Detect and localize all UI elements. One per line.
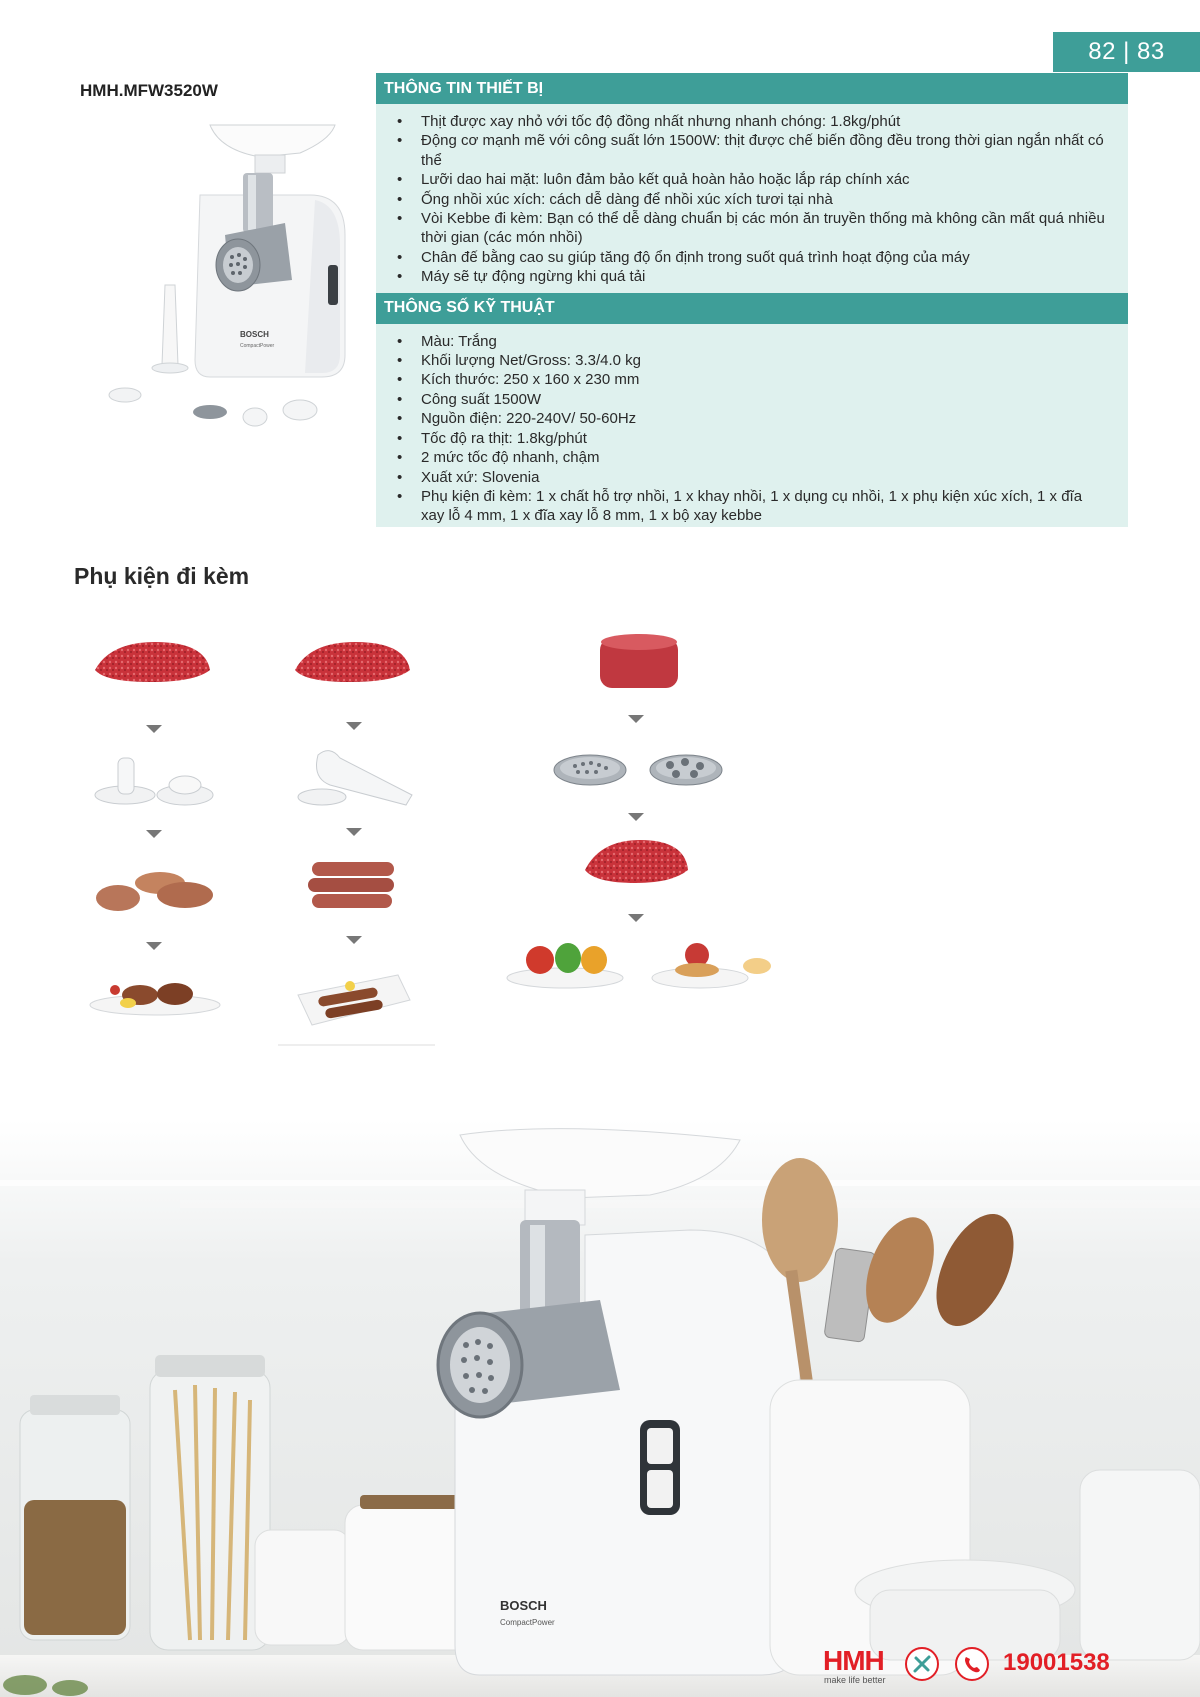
list-item: • Ống nhồi xúc xích: cách dễ dàng để nhồi xúc xích tươi tại nhà [397,190,1108,209]
technical-specs-list [376,324,1128,532]
hmh-tagline: make life better [824,1675,886,1685]
kebbe-dish-image [90,983,220,1015]
product-brand-label: BOSCH [240,330,269,339]
stuffed-peppers-image [507,943,623,988]
ground-meat-image [95,642,210,682]
list-item: • Màu: Trắng [397,332,1108,351]
sausage-column [278,642,435,1045]
tools-icon [905,1647,939,1681]
list-item: • Khối lượng Net/Gross: 3.3/4.0 kg [397,351,1108,370]
technical-specs-heading: THÔNG SỐ KỸ THUẬT [376,293,1128,324]
arrow-down-icon [146,830,162,838]
footer-brand [823,1645,1133,1689]
spec-panel [376,73,1128,527]
accessories-heading: Phụ kiện đi kèm [74,563,250,589]
arrow-down-icon [146,942,162,950]
device-info-list [376,104,1128,293]
ground-meat-image [295,642,410,682]
list-item: • Chân đế bằng cao su giúp tăng độ ổn định trong suốt quá trình hoạt động của máy [397,248,1108,267]
device-info-heading: THÔNG TIN THIẾT BỊ [376,73,1128,104]
sausages-image [308,862,394,908]
mincing-column [507,634,771,988]
arrow-down-icon [146,725,162,733]
list-item: • Lưỡi dao hai mặt: luôn đảm bảo kết quả hoàn hảo hoặc lắp ráp chính xác [397,170,1108,189]
list-item: • Kích thước: 250 x 160 x 230 mm [397,370,1108,389]
sausage-attachment-image [298,751,412,805]
meat-grinder-product-image [100,115,360,445]
list-item: • 2 mức tốc độ nhanh, chậm [397,448,1108,467]
list-item: • Xuất xứ: Slovenia [397,468,1108,487]
arrow-down-icon [346,722,362,730]
product-brand-label: BOSCH [500,1598,547,1613]
sausage-dish-image [298,975,410,1025]
kebbe-column [90,642,220,1015]
arrow-down-icon [346,936,362,944]
pasta-jar-image [150,1355,270,1650]
kebbe-attachment-image [95,758,213,805]
arrow-down-icon [628,813,644,821]
list-item: • Phụ kiện đi kèm: 1 x chất hỗ trợ nhồi, 1 x khay nhồi, 1 x dụng cụ nhồi, 1 x phụ kiện xúc xích, 1 x đĩa xay lỗ 4 mm, 1 x đĩa xay lỗ 8 mm, 1 x bộ xay kebbe [397,487,1108,526]
list-item: • Thịt được xay nhỏ với tốc độ đồng nhất nhưng nhanh chóng: 1.8kg/phút [397,112,1108,131]
storage-jar-image [20,1395,130,1640]
hotline-number: 19001538 [1003,1649,1110,1676]
accessories-process-illustration [0,600,820,1050]
model-code: HMH.MFW3520W [80,81,218,100]
list-item: • Động cơ mạnh mẽ với công suất lớn 1500W: thịt được chế biến đồng đều trong thời gian ngắn nhất có thể [397,131,1108,170]
list-item: • Máy sẽ tự động ngừng khi quá tải [397,267,1108,286]
arrow-down-icon [346,828,362,836]
list-item: • Nguồn điện: 220-240V/ 50-60Hz [397,409,1108,428]
list-item: • Tốc độ ra thịt: 1.8kg/phút [397,429,1108,448]
raw-meat-image [600,634,678,688]
stuffed-tomato-image [652,943,771,988]
arrow-down-icon [628,914,644,922]
ground-meat-image [585,840,688,883]
arrow-down-icon [628,715,644,723]
page-number: 82 | 83 [1053,32,1200,72]
kitchen-scene-image [0,1120,1200,1697]
kebbe-balls-image [96,872,213,911]
product-subbrand-label: CompactPower [240,343,275,349]
list-item: • Công suất 1500W [397,390,1108,409]
hmh-logo: HMH [823,1645,884,1676]
phone-icon [955,1647,989,1681]
list-item: • Vòi Kebbe đi kèm: Bạn có thể dễ dàng chuẩn bị các món ăn truyền thống mà không cần mất quá nhiều thời gian (các món nhồi) [397,209,1108,248]
grinding-plates-image [554,755,722,785]
product-subbrand-label: CompactPower [500,1618,555,1627]
